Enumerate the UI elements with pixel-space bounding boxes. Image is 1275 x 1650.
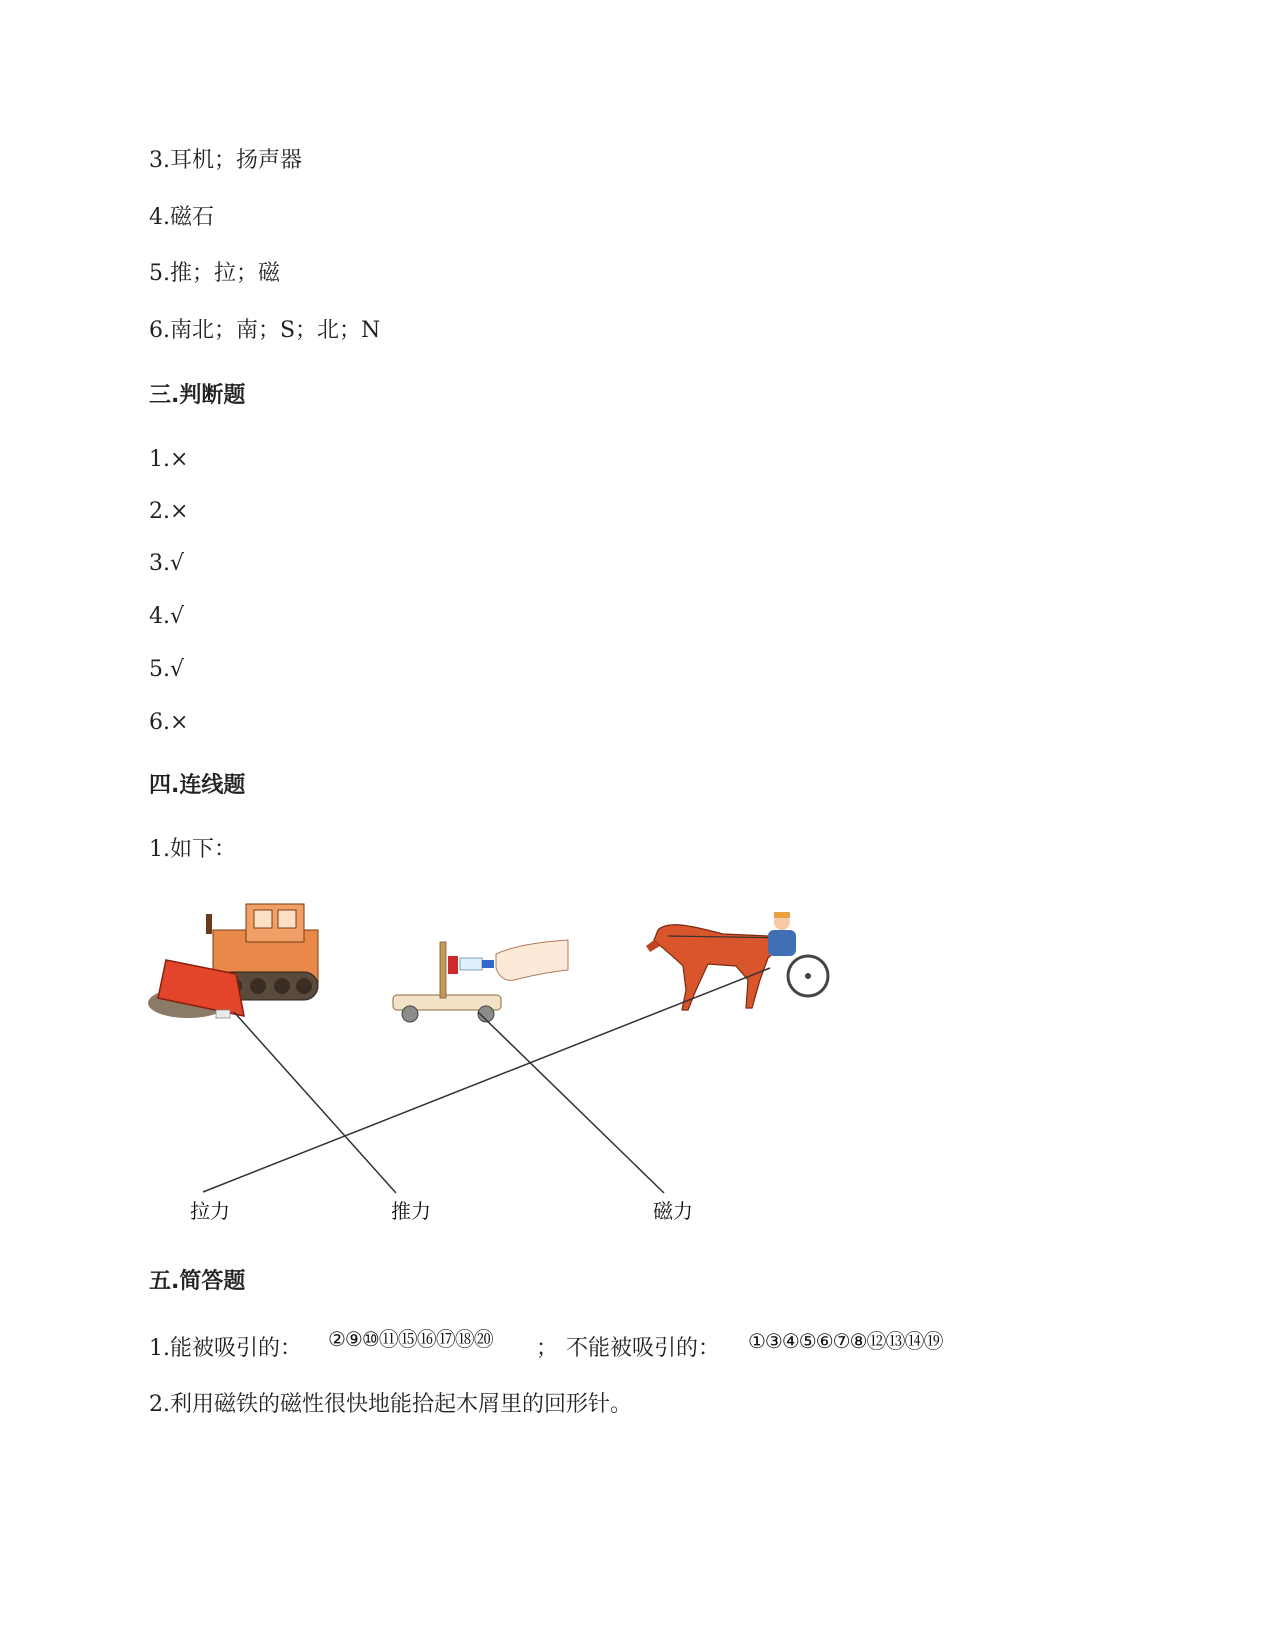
label-magnetic: 磁力 <box>653 1199 693 1223</box>
horse-cart-image <box>646 912 828 1010</box>
fill-answer-6: 6.南北；南；S；北；N <box>149 318 381 343</box>
short-answer-2: 2.利用磁铁的磁性很快地能拾起木屑里的回形针。 <box>149 1392 632 1417</box>
judge-answer-6: 6.× <box>149 710 189 735</box>
judge-answer-3: 3.√ <box>149 551 185 576</box>
magnet-cart-image <box>393 940 568 1022</box>
matching-figure <box>148 900 848 1240</box>
matching-question-1: 1.如下： <box>149 837 236 862</box>
label-push: 推力 <box>391 1199 431 1223</box>
connector-bulldozer-push <box>234 1012 396 1193</box>
short-answer-1-sep: ； <box>536 1336 559 1361</box>
section-4-title: 四.连线题 <box>149 773 246 798</box>
attracted-items: ②⑨⑩⑪⑮⑯⑰⑱⑳ <box>328 1327 493 1351</box>
not-attracted-items: ①③④⑤⑥⑦⑧⑫⑬⑭⑲ <box>748 1329 943 1353</box>
judge-answer-4: 4.√ <box>149 604 185 629</box>
section-5-title: 五.简答题 <box>149 1269 246 1294</box>
label-pull: 拉力 <box>190 1199 230 1223</box>
judge-answer-1: 1.× <box>149 447 189 472</box>
bulldozer-image <box>148 904 318 1018</box>
short-answer-1-prefix: 1.能被吸引的： <box>149 1336 302 1361</box>
section-3-title: 三.判断题 <box>149 383 246 408</box>
connector-cart-magnetic <box>478 1012 664 1193</box>
judge-answer-5: 5.√ <box>149 657 185 682</box>
fill-answer-4: 4.磁石 <box>149 205 214 230</box>
short-answer-1-not-prefix: 不能被吸引的： <box>566 1336 721 1361</box>
fill-answer-3: 3.耳机；扬声器 <box>149 148 302 173</box>
judge-answer-2: 2.× <box>149 499 189 524</box>
fill-answer-5: 5.推；拉；磁 <box>149 261 280 286</box>
